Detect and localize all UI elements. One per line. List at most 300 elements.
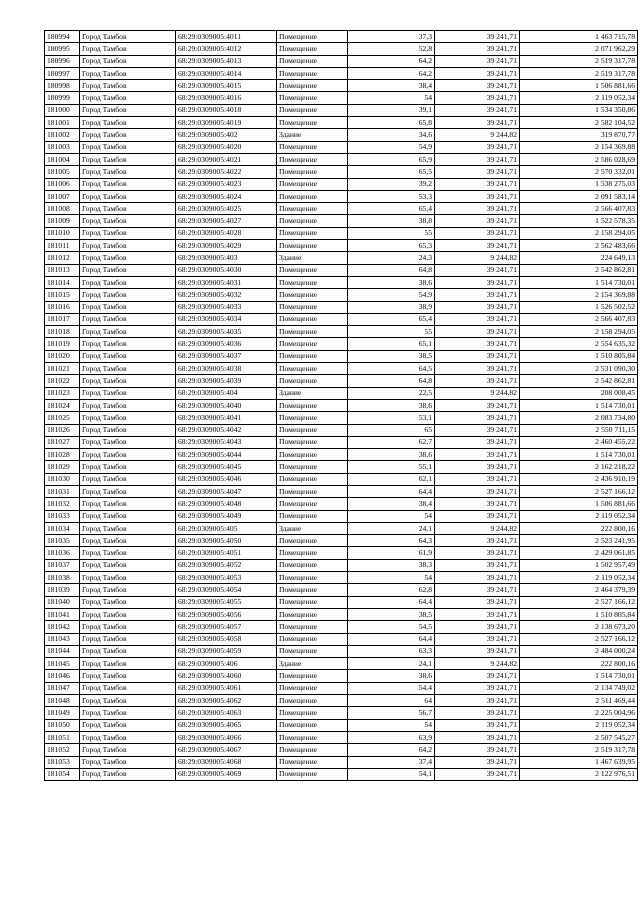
object-type-cell: Помещение xyxy=(277,412,348,424)
cadastral-number-cell: 68:29:0309005:4015 xyxy=(176,80,277,92)
object-type-cell: Помещение xyxy=(277,31,348,43)
unit-value-cell: 39 241,71 xyxy=(435,276,520,288)
table-row xyxy=(45,178,638,190)
cadastral-value-cell: 2 436 910,19 xyxy=(520,473,638,485)
cadastral-value-cell: 2 134 749,02 xyxy=(520,682,638,694)
unit-value-cell: 39 241,71 xyxy=(435,449,520,461)
table-row xyxy=(45,92,638,104)
locality-cell: Город Тамбов xyxy=(80,301,176,313)
cadastral-number-cell: 68:29:0309005:4013 xyxy=(176,55,277,67)
table-row xyxy=(45,510,638,522)
row-number-cell: 181011 xyxy=(45,240,80,252)
cadastral-number-cell: 68:29:0309005:4020 xyxy=(176,141,277,153)
locality-cell: Город Тамбов xyxy=(80,621,176,633)
table-row xyxy=(45,436,638,448)
locality-cell: Город Тамбов xyxy=(80,584,176,596)
cadastral-value-cell: 2 511 469,44 xyxy=(520,695,638,707)
cadastral-value-cell: 2 460 455,22 xyxy=(520,436,638,448)
table-row xyxy=(45,424,638,436)
cadastral-number-cell: 68:29:0309005:4038 xyxy=(176,363,277,375)
table-row xyxy=(45,363,638,375)
cadastral-value-cell: 2 554 635,32 xyxy=(520,338,638,350)
locality-cell: Город Тамбов xyxy=(80,129,176,141)
area-cell: 64,4 xyxy=(348,485,435,497)
locality-cell: Город Тамбов xyxy=(80,338,176,350)
row-number-cell: 180997 xyxy=(45,67,80,79)
cadastral-value-cell: 2 119 052,34 xyxy=(520,510,638,522)
cadastral-value-cell: 2 542 862,81 xyxy=(520,375,638,387)
locality-cell: Город Тамбов xyxy=(80,633,176,645)
unit-value-cell: 39 241,71 xyxy=(435,153,520,165)
object-type-cell: Помещение xyxy=(277,449,348,461)
unit-value-cell: 39 241,71 xyxy=(435,301,520,313)
area-cell: 38,4 xyxy=(348,80,435,92)
unit-value-cell: 39 241,71 xyxy=(435,584,520,596)
unit-value-cell: 39 241,71 xyxy=(435,80,520,92)
cadastral-number-cell: 68:29:0309005:4041 xyxy=(176,412,277,424)
object-type-cell: Помещение xyxy=(277,55,348,67)
area-cell: 64,4 xyxy=(348,633,435,645)
unit-value-cell: 39 241,71 xyxy=(435,768,520,780)
area-cell: 65,4 xyxy=(348,313,435,325)
cadastral-number-cell: 68:29:0309005:4056 xyxy=(176,608,277,620)
cadastral-value-cell: 2 550 711,15 xyxy=(520,424,638,436)
cadastral-number-cell: 68:29:0309005:4062 xyxy=(176,695,277,707)
unit-value-cell: 39 241,71 xyxy=(435,744,520,756)
area-cell: 65,8 xyxy=(348,117,435,129)
cadastral-value-cell: 1 514 730,01 xyxy=(520,276,638,288)
object-type-cell: Помещение xyxy=(277,682,348,694)
row-number-cell: 181041 xyxy=(45,608,80,620)
cadastral-value-cell: 2 519 317,78 xyxy=(520,55,638,67)
object-type-cell: Здание xyxy=(277,129,348,141)
area-cell: 54 xyxy=(348,510,435,522)
object-type-cell: Помещение xyxy=(277,215,348,227)
area-cell: 38,3 xyxy=(348,559,435,571)
cadastral-number-cell: 68:29:0309005:4023 xyxy=(176,178,277,190)
unit-value-cell: 39 241,71 xyxy=(435,547,520,559)
row-number-cell: 181015 xyxy=(45,289,80,301)
cadastral-number-cell: 68:29:0309005:4066 xyxy=(176,731,277,743)
locality-cell: Город Тамбов xyxy=(80,682,176,694)
row-number-cell: 181018 xyxy=(45,326,80,338)
object-type-cell: Здание xyxy=(277,658,348,670)
cadastral-number-cell: 68:29:0309005:4065 xyxy=(176,719,277,731)
cadastral-value-cell: 1 526 502,52 xyxy=(520,301,638,313)
locality-cell: Город Тамбов xyxy=(80,707,176,719)
object-type-cell: Помещение xyxy=(277,510,348,522)
area-cell: 65,5 xyxy=(348,166,435,178)
object-type-cell: Помещение xyxy=(277,621,348,633)
locality-cell: Город Тамбов xyxy=(80,80,176,92)
area-cell: 61,9 xyxy=(348,547,435,559)
locality-cell: Город Тамбов xyxy=(80,43,176,55)
area-cell: 34,6 xyxy=(348,129,435,141)
locality-cell: Город Тамбов xyxy=(80,240,176,252)
object-type-cell: Помещение xyxy=(277,43,348,55)
unit-value-cell: 39 241,71 xyxy=(435,326,520,338)
cadastral-value-cell: 2 507 545,27 xyxy=(520,731,638,743)
table-row xyxy=(45,645,638,657)
area-cell: 65,4 xyxy=(348,203,435,215)
object-type-cell: Помещение xyxy=(277,768,348,780)
object-type-cell: Помещение xyxy=(277,240,348,252)
cadastral-value-cell: 224 649,13 xyxy=(520,252,638,264)
table-row xyxy=(45,227,638,239)
row-number-cell: 181040 xyxy=(45,596,80,608)
cadastral-value-cell: 1 506 881,66 xyxy=(520,80,638,92)
unit-value-cell: 39 241,71 xyxy=(435,633,520,645)
table-row xyxy=(45,326,638,338)
row-number-cell: 181038 xyxy=(45,572,80,584)
cadastral-number-cell: 68:29:0309005:4045 xyxy=(176,461,277,473)
table-row xyxy=(45,498,638,510)
row-number-cell: 181000 xyxy=(45,104,80,116)
cadastral-number-cell: 68:29:0309005:4029 xyxy=(176,240,277,252)
cadastral-value-cell: 222 800,16 xyxy=(520,522,638,534)
table-row xyxy=(45,55,638,67)
cadastral-value-cell: 1 510 805,84 xyxy=(520,350,638,362)
cadastral-value-cell: 1 514 730,01 xyxy=(520,670,638,682)
unit-value-cell: 39 241,71 xyxy=(435,289,520,301)
object-type-cell: Помещение xyxy=(277,178,348,190)
cadastral-number-cell: 68:29:0309005:4039 xyxy=(176,375,277,387)
cadastral-value-cell: 2 527 166,12 xyxy=(520,633,638,645)
locality-cell: Город Тамбов xyxy=(80,190,176,202)
unit-value-cell: 39 241,71 xyxy=(435,436,520,448)
object-type-cell: Помещение xyxy=(277,375,348,387)
unit-value-cell: 39 241,71 xyxy=(435,596,520,608)
cadastral-value-cell: 1 538 275,03 xyxy=(520,178,638,190)
locality-cell: Город Тамбов xyxy=(80,363,176,375)
area-cell: 39,2 xyxy=(348,178,435,190)
unit-value-cell: 39 241,71 xyxy=(435,350,520,362)
row-number-cell: 180996 xyxy=(45,55,80,67)
cadastral-number-cell: 68:29:0309005:403 xyxy=(176,252,277,264)
object-type-cell: Помещение xyxy=(277,264,348,276)
locality-cell: Город Тамбов xyxy=(80,55,176,67)
locality-cell: Город Тамбов xyxy=(80,67,176,79)
area-cell: 64,2 xyxy=(348,55,435,67)
object-type-cell: Здание xyxy=(277,387,348,399)
cadastral-value-cell: 2 119 052,34 xyxy=(520,572,638,584)
row-number-cell: 181014 xyxy=(45,276,80,288)
cadastral-number-cell: 68:29:0309005:4069 xyxy=(176,768,277,780)
table-row xyxy=(45,350,638,362)
unit-value-cell: 39 241,71 xyxy=(435,424,520,436)
cadastral-number-cell: 68:29:0309005:4068 xyxy=(176,756,277,768)
cadastral-value-cell: 1 514 730,01 xyxy=(520,449,638,461)
table-row xyxy=(45,338,638,350)
unit-value-cell: 39 241,71 xyxy=(435,473,520,485)
locality-cell: Город Тамбов xyxy=(80,719,176,731)
locality-cell: Город Тамбов xyxy=(80,141,176,153)
table-row xyxy=(45,744,638,756)
area-cell: 64,3 xyxy=(348,535,435,547)
area-cell: 54,9 xyxy=(348,141,435,153)
unit-value-cell: 39 241,71 xyxy=(435,313,520,325)
table-row xyxy=(45,473,638,485)
row-number-cell: 181045 xyxy=(45,658,80,670)
cadastral-number-cell: 68:29:0309005:4037 xyxy=(176,350,277,362)
locality-cell: Город Тамбов xyxy=(80,153,176,165)
unit-value-cell: 39 241,71 xyxy=(435,55,520,67)
row-number-cell: 181053 xyxy=(45,756,80,768)
cadastral-number-cell: 68:29:0309005:4027 xyxy=(176,215,277,227)
row-number-cell: 180994 xyxy=(45,31,80,43)
row-number-cell: 181052 xyxy=(45,744,80,756)
cadastral-number-cell: 68:29:0309005:4018 xyxy=(176,104,277,116)
cadastral-number-cell: 68:29:0309005:4043 xyxy=(176,436,277,448)
unit-value-cell: 39 241,71 xyxy=(435,264,520,276)
row-number-cell: 181010 xyxy=(45,227,80,239)
table-row xyxy=(45,80,638,92)
cadastral-value-cell: 2 119 052,34 xyxy=(520,719,638,731)
table-row xyxy=(45,461,638,473)
cadastral-value-cell: 2 586 028,69 xyxy=(520,153,638,165)
table-row xyxy=(45,608,638,620)
area-cell: 38,4 xyxy=(348,498,435,510)
locality-cell: Город Тамбов xyxy=(80,522,176,534)
locality-cell: Город Тамбов xyxy=(80,31,176,43)
cadastral-number-cell: 68:29:0309005:4051 xyxy=(176,547,277,559)
table-row xyxy=(45,658,638,670)
table-row xyxy=(45,240,638,252)
cadastral-value-cell: 2 527 166,12 xyxy=(520,485,638,497)
row-number-cell: 181002 xyxy=(45,129,80,141)
unit-value-cell: 39 241,71 xyxy=(435,756,520,768)
area-cell: 64,2 xyxy=(348,67,435,79)
area-cell: 38,9 xyxy=(348,301,435,313)
cadastral-value-cell: 2 122 976,51 xyxy=(520,768,638,780)
table-row xyxy=(45,104,638,116)
area-cell: 63,3 xyxy=(348,645,435,657)
unit-value-cell: 39 241,71 xyxy=(435,498,520,510)
area-cell: 64,8 xyxy=(348,264,435,276)
row-number-cell: 181036 xyxy=(45,547,80,559)
row-number-cell: 181043 xyxy=(45,633,80,645)
unit-value-cell: 39 241,71 xyxy=(435,485,520,497)
unit-value-cell: 9 244,82 xyxy=(435,522,520,534)
object-type-cell: Помещение xyxy=(277,731,348,743)
row-number-cell: 181050 xyxy=(45,719,80,731)
table-row xyxy=(45,43,638,55)
locality-cell: Город Тамбов xyxy=(80,498,176,510)
locality-cell: Город Тамбов xyxy=(80,436,176,448)
object-type-cell: Помещение xyxy=(277,166,348,178)
area-cell: 24,3 xyxy=(348,252,435,264)
table-body xyxy=(45,31,638,781)
table-row xyxy=(45,584,638,596)
table-row xyxy=(45,485,638,497)
row-number-cell: 181025 xyxy=(45,412,80,424)
area-cell: 54,9 xyxy=(348,289,435,301)
object-type-cell: Помещение xyxy=(277,227,348,239)
row-number-cell: 181007 xyxy=(45,190,80,202)
object-type-cell: Помещение xyxy=(277,399,348,411)
row-number-cell: 181019 xyxy=(45,338,80,350)
row-number-cell: 181009 xyxy=(45,215,80,227)
locality-cell: Город Тамбов xyxy=(80,92,176,104)
table-row xyxy=(45,768,638,780)
object-type-cell: Помещение xyxy=(277,141,348,153)
row-number-cell: 181051 xyxy=(45,731,80,743)
row-number-cell: 181031 xyxy=(45,485,80,497)
cadastral-number-cell: 68:29:0309005:4040 xyxy=(176,399,277,411)
table-row xyxy=(45,387,638,399)
locality-cell: Город Тамбов xyxy=(80,535,176,547)
cadastral-number-cell: 68:29:0309005:4019 xyxy=(176,117,277,129)
cadastral-value-cell: 1 510 805,84 xyxy=(520,608,638,620)
unit-value-cell: 39 241,71 xyxy=(435,67,520,79)
area-cell: 65,3 xyxy=(348,240,435,252)
table-row xyxy=(45,633,638,645)
unit-value-cell: 39 241,71 xyxy=(435,399,520,411)
cadastral-number-cell: 68:29:0309005:4055 xyxy=(176,596,277,608)
locality-cell: Город Тамбов xyxy=(80,768,176,780)
cadastral-value-cell: 1 467 639,95 xyxy=(520,756,638,768)
unit-value-cell: 39 241,71 xyxy=(435,559,520,571)
object-type-cell: Помещение xyxy=(277,744,348,756)
row-number-cell: 181044 xyxy=(45,645,80,657)
area-cell: 38,8 xyxy=(348,215,435,227)
unit-value-cell: 39 241,71 xyxy=(435,719,520,731)
unit-value-cell: 39 241,71 xyxy=(435,215,520,227)
object-type-cell: Помещение xyxy=(277,80,348,92)
locality-cell: Город Тамбов xyxy=(80,104,176,116)
table-row xyxy=(45,141,638,153)
table-row xyxy=(45,67,638,79)
area-cell: 55 xyxy=(348,227,435,239)
table-row xyxy=(45,719,638,731)
cadastral-number-cell: 68:29:0309005:404 xyxy=(176,387,277,399)
locality-cell: Город Тамбов xyxy=(80,744,176,756)
area-cell: 22,5 xyxy=(348,387,435,399)
table-row xyxy=(45,756,638,768)
object-type-cell: Помещение xyxy=(277,695,348,707)
cadastral-number-cell: 68:29:0309005:4059 xyxy=(176,645,277,657)
cadastral-value-cell: 2 158 294,05 xyxy=(520,227,638,239)
cadastral-value-cell: 2 138 673,20 xyxy=(520,621,638,633)
object-type-cell: Помещение xyxy=(277,535,348,547)
row-number-cell: 181033 xyxy=(45,510,80,522)
object-type-cell: Помещение xyxy=(277,572,348,584)
locality-cell: Город Тамбов xyxy=(80,350,176,362)
cadastral-value-cell: 2 542 862,81 xyxy=(520,264,638,276)
area-cell: 38,6 xyxy=(348,276,435,288)
cadastral-value-cell: 319 870,77 xyxy=(520,129,638,141)
unit-value-cell: 39 241,71 xyxy=(435,535,520,547)
table-row xyxy=(45,264,638,276)
cadastral-number-cell: 68:29:0309005:4052 xyxy=(176,559,277,571)
cadastral-value-cell: 2 091 583,14 xyxy=(520,190,638,202)
row-number-cell: 181003 xyxy=(45,141,80,153)
unit-value-cell: 39 241,71 xyxy=(435,190,520,202)
cadastral-number-cell: 68:29:0309005:4032 xyxy=(176,289,277,301)
area-cell: 56,7 xyxy=(348,707,435,719)
row-number-cell: 181042 xyxy=(45,621,80,633)
area-cell: 38,5 xyxy=(348,608,435,620)
object-type-cell: Помещение xyxy=(277,92,348,104)
cadastral-number-cell: 68:29:0309005:4049 xyxy=(176,510,277,522)
table-row xyxy=(45,31,638,43)
table-row xyxy=(45,412,638,424)
locality-cell: Город Тамбов xyxy=(80,559,176,571)
area-cell: 53,1 xyxy=(348,412,435,424)
locality-cell: Город Тамбов xyxy=(80,449,176,461)
object-type-cell: Помещение xyxy=(277,301,348,313)
object-type-cell: Помещение xyxy=(277,547,348,559)
unit-value-cell: 39 241,71 xyxy=(435,338,520,350)
unit-value-cell: 39 241,71 xyxy=(435,645,520,657)
row-number-cell: 181013 xyxy=(45,264,80,276)
cadastral-value-cell: 222 800,16 xyxy=(520,658,638,670)
table-row xyxy=(45,203,638,215)
cadastral-number-cell: 68:29:0309005:4053 xyxy=(176,572,277,584)
object-type-cell: Помещение xyxy=(277,350,348,362)
unit-value-cell: 39 241,71 xyxy=(435,670,520,682)
table-row xyxy=(45,166,638,178)
locality-cell: Город Тамбов xyxy=(80,264,176,276)
locality-cell: Город Тамбов xyxy=(80,166,176,178)
cadastral-value-cell: 2 531 090,30 xyxy=(520,363,638,375)
table-row xyxy=(45,670,638,682)
area-cell: 38,6 xyxy=(348,670,435,682)
row-number-cell: 181039 xyxy=(45,584,80,596)
cadastral-value-cell: 2 071 962,29 xyxy=(520,43,638,55)
locality-cell: Город Тамбов xyxy=(80,596,176,608)
area-cell: 24,1 xyxy=(348,522,435,534)
unit-value-cell: 39 241,71 xyxy=(435,731,520,743)
table-row xyxy=(45,153,638,165)
object-type-cell: Помещение xyxy=(277,608,348,620)
area-cell: 65 xyxy=(348,424,435,436)
cadastral-value-cell: 1 502 957,49 xyxy=(520,559,638,571)
cadastral-number-cell: 68:29:0309005:4063 xyxy=(176,707,277,719)
unit-value-cell: 39 241,71 xyxy=(435,117,520,129)
cadastral-value-cell: 1 534 350,86 xyxy=(520,104,638,116)
row-number-cell: 181023 xyxy=(45,387,80,399)
area-cell: 54,4 xyxy=(348,682,435,694)
object-type-cell: Помещение xyxy=(277,326,348,338)
unit-value-cell: 39 241,71 xyxy=(435,608,520,620)
table-row xyxy=(45,375,638,387)
area-cell: 65,9 xyxy=(348,153,435,165)
unit-value-cell: 39 241,71 xyxy=(435,240,520,252)
row-number-cell: 181008 xyxy=(45,203,80,215)
object-type-cell: Помещение xyxy=(277,584,348,596)
row-number-cell: 181024 xyxy=(45,399,80,411)
row-number-cell: 181006 xyxy=(45,178,80,190)
area-cell: 64,2 xyxy=(348,744,435,756)
unit-value-cell: 39 241,71 xyxy=(435,363,520,375)
object-type-cell: Помещение xyxy=(277,473,348,485)
row-number-cell: 181032 xyxy=(45,498,80,510)
row-number-cell: 181049 xyxy=(45,707,80,719)
locality-cell: Город Тамбов xyxy=(80,572,176,584)
table-row xyxy=(45,731,638,743)
locality-cell: Город Тамбов xyxy=(80,326,176,338)
row-number-cell: 181027 xyxy=(45,436,80,448)
area-cell: 39,1 xyxy=(348,104,435,116)
object-type-cell: Помещение xyxy=(277,719,348,731)
locality-cell: Город Тамбов xyxy=(80,461,176,473)
cadastral-value-cell: 2 429 061,85 xyxy=(520,547,638,559)
unit-value-cell: 9 244,82 xyxy=(435,252,520,264)
cadastral-number-cell: 68:29:0309005:4050 xyxy=(176,535,277,547)
cadastral-number-cell: 68:29:0309005:4054 xyxy=(176,584,277,596)
unit-value-cell: 39 241,71 xyxy=(435,178,520,190)
